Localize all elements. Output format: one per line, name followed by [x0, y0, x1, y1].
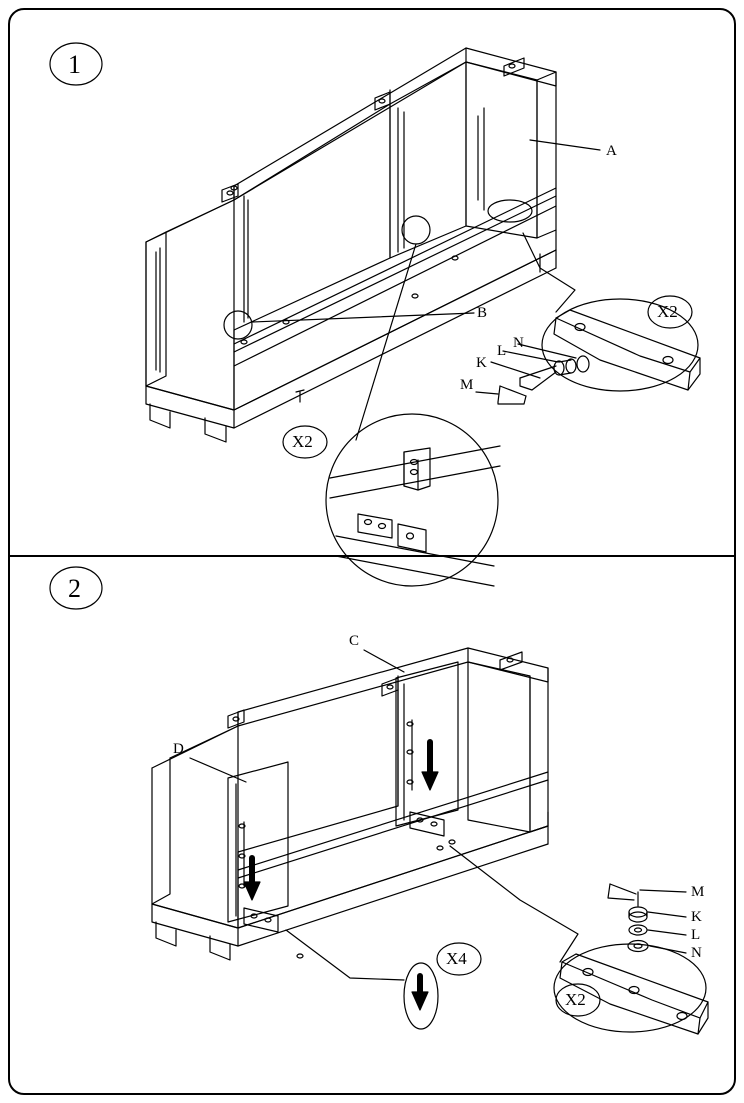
hardware-label-N-step2: N — [691, 945, 702, 961]
callout-label-C: C — [349, 633, 360, 649]
hardware-label-K-step2: K — [691, 909, 702, 925]
quantity-badge-x2-part-step1: X2 — [657, 302, 678, 321]
hardware-label-K-step1: K — [476, 355, 487, 371]
callout-label-D: D — [173, 741, 184, 757]
hardware-label-N-step1: N — [513, 335, 524, 351]
quantity-badge-x2-detail-step1: X2 — [292, 432, 313, 451]
quantity-badge-x4-step2: X4 — [446, 949, 467, 968]
step-number-2: 2 — [68, 574, 81, 603]
quantity-badge-x2-step2: X2 — [565, 990, 586, 1009]
page-border — [8, 8, 736, 1095]
hardware-label-L-step2: L — [691, 927, 701, 943]
step-divider — [10, 555, 734, 557]
callout-label-B: B — [477, 305, 488, 321]
hardware-label-M-step1: M — [460, 377, 474, 393]
hardware-label-M-step2: M — [691, 884, 705, 900]
callout-label-A: A — [606, 143, 617, 159]
step-number-1: 1 — [68, 50, 81, 79]
hardware-label-L-step1: L — [497, 343, 507, 359]
